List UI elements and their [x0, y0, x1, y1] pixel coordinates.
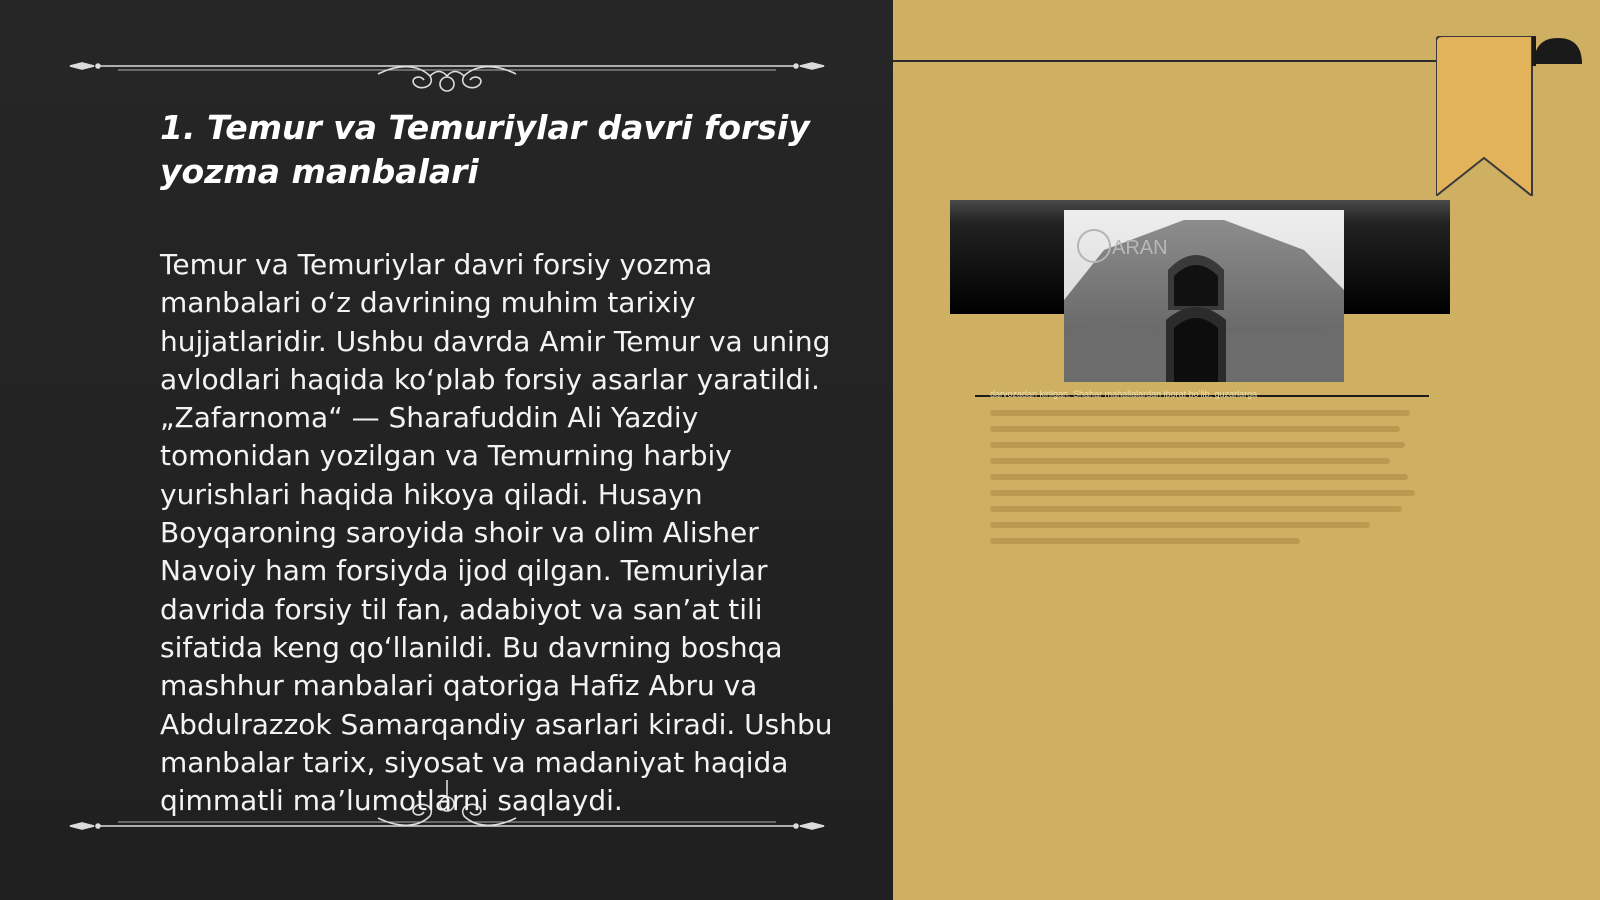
- image-caption: [990, 388, 1420, 553]
- bookmark-ribbon-icon: [1436, 36, 1536, 196]
- ornamental-divider-icon: [68, 42, 826, 92]
- body-paragraph: Temur va Temuriylar davri forsiy yozma manbalari o‘z davrining muhim tarixiy hujjatlaridir. Ushbu davrda Amir Temur va uning avlodlari haqida ko‘plab forsiy asarlar yaratildi. „Zafarnoma“ — Sharafuddin Ali Yazdiy tomonidan yozilgan va Temurning harbiy yurishlari haqida hikoya qiladi. Husayn Boyqaroning saroyida shoir va olim Alisher Navoiy ham forsiyda ijod qilgan. Temuriylar davrida forsiy til fan, adabiyot va san’at tili sifatida keng qo‘llanildi. Bu davrning boshqa mashhur manbalari qatoriga Hafiz Abru va Abdulrazzok Samarqandiy asarlari kiradi. Ushbu manbalar tarix, siyosat va madaniyat haqida qimmatli ma’lumotlarni saqlaydi.: [160, 248, 833, 818]
- historical-gate-photo: [1064, 210, 1344, 382]
- photo-watermark: ARAN: [1112, 237, 1168, 259]
- slide-title: 1. Temur va Temuriylar davri forsiy yozma manbalari: [160, 108, 810, 191]
- caption-first-line: darvozadan kirilgan. Shahar mahallalardan iborat bo‘lib, guzarlarga: [990, 389, 1258, 399]
- ribbon-curl-icon: [1532, 36, 1584, 66]
- blurred-caption-lines: [990, 400, 1420, 550]
- top-divider-line: [893, 60, 1438, 62]
